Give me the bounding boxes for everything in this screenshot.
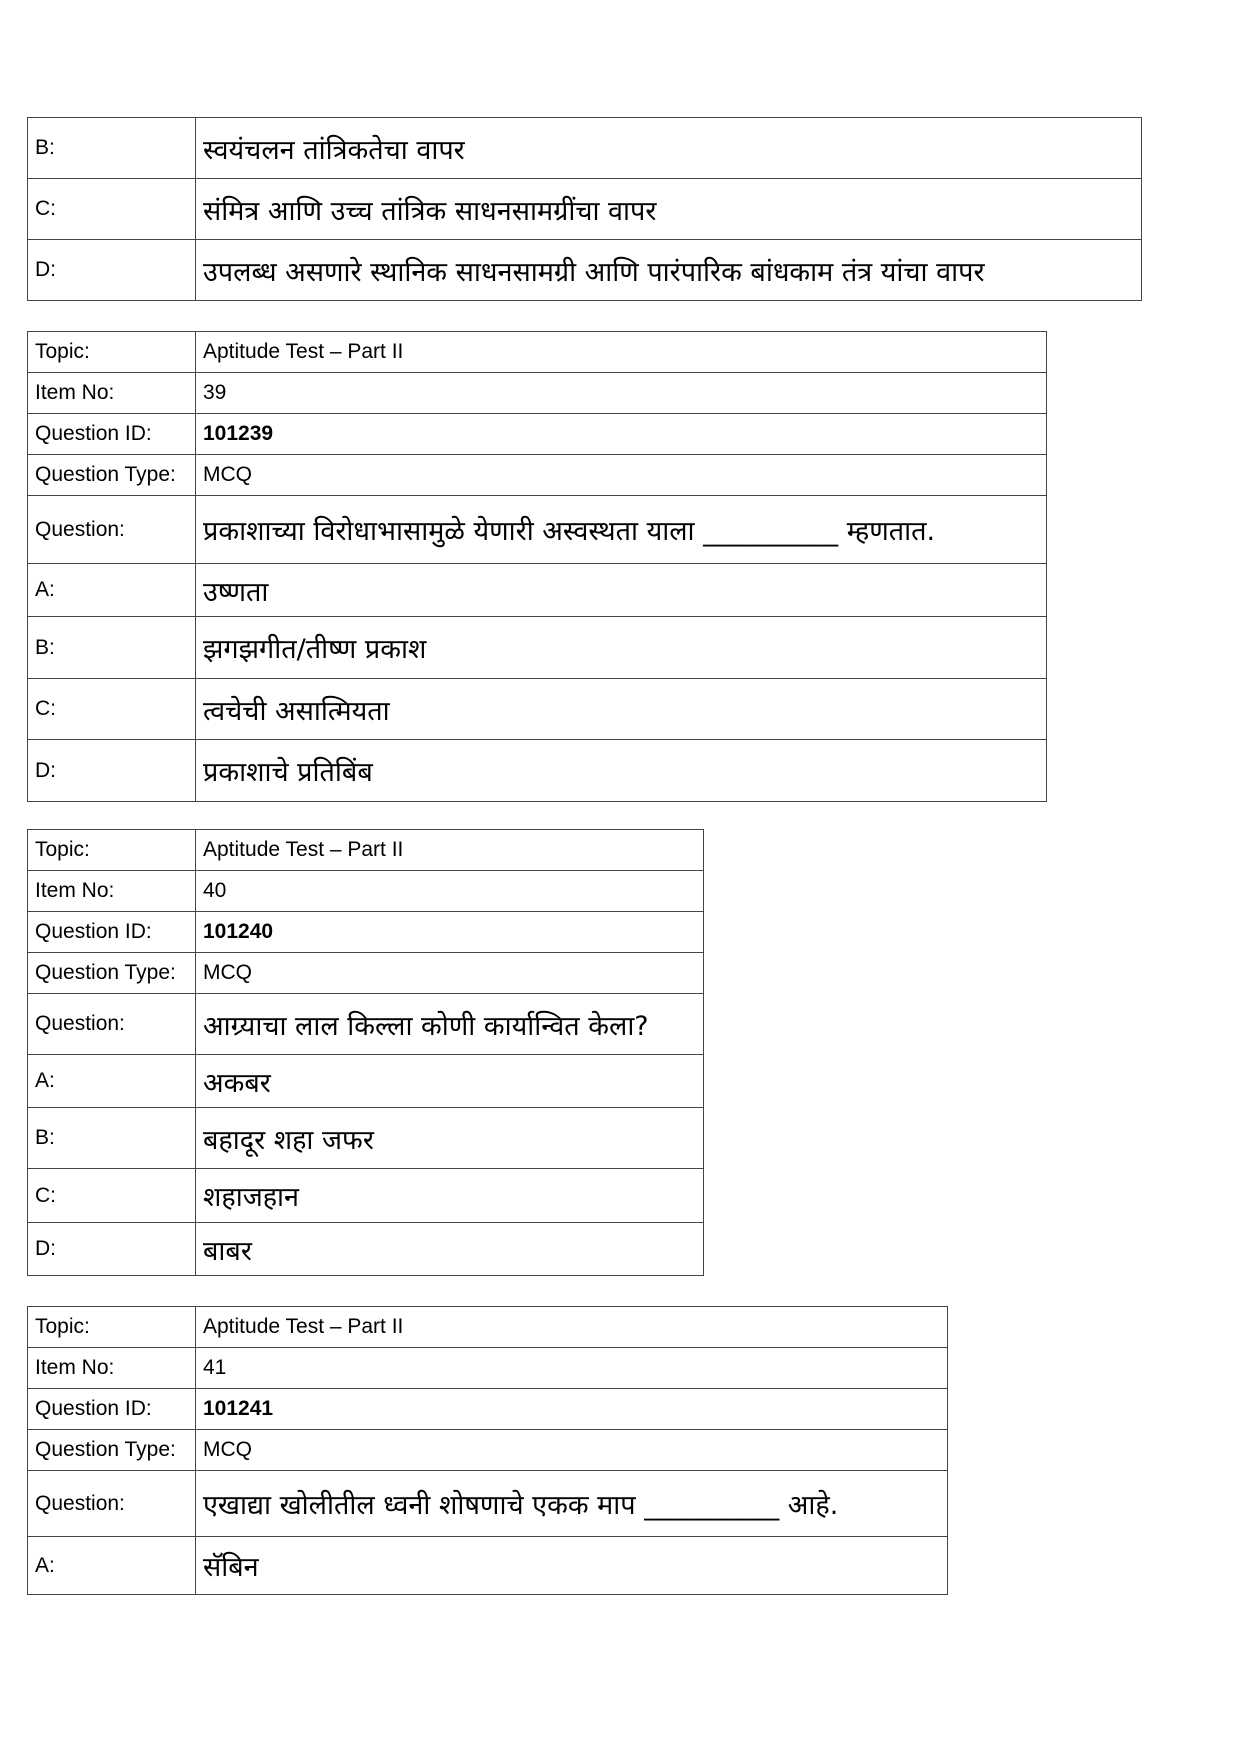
item-value: 40 (196, 871, 704, 912)
option-label: B: (28, 617, 196, 679)
question-id-label: Question ID: (28, 414, 196, 455)
option-text: शहाजहान (196, 1169, 704, 1223)
question-id-label: Question ID: (28, 912, 196, 953)
option-label: C: (28, 179, 196, 240)
option-label: D: (28, 240, 196, 301)
question-table-41 (27, 1306, 948, 1595)
topic-row (28, 830, 704, 871)
option-row (28, 1108, 704, 1169)
option-row (28, 617, 1047, 679)
question-type-label: Question Type: (28, 953, 196, 994)
question-type-value: MCQ (196, 953, 704, 994)
question-table-39 (27, 331, 1047, 802)
question-id-value: 101239 (196, 414, 1047, 455)
option-row (28, 118, 1142, 179)
question-label: Question: (28, 994, 196, 1055)
question-type-value: MCQ (196, 1430, 948, 1471)
option-text: प्रकाशाचे प्रतिबिंब (196, 740, 1047, 802)
question-row (28, 994, 704, 1055)
option-label: A: (28, 564, 196, 617)
option-text: बहादूर शहा जफर (196, 1108, 704, 1169)
item-row (28, 373, 1047, 414)
topic-label: Topic: (28, 1307, 196, 1348)
question-text: आग्र्याचा लाल किल्ला कोणी कार्यान्वित केला? (196, 994, 704, 1055)
option-row (28, 564, 1047, 617)
item-label: Item No: (28, 1348, 196, 1389)
question-row (28, 1471, 948, 1537)
option-row (28, 1223, 704, 1276)
question-type-row (28, 1430, 948, 1471)
item-value: 39 (196, 373, 1047, 414)
option-row (28, 740, 1047, 802)
item-label: Item No: (28, 871, 196, 912)
option-text: सॅबिन (196, 1537, 948, 1595)
item-row (28, 871, 704, 912)
question-type-label: Question Type: (28, 455, 196, 496)
question-id-row (28, 1389, 948, 1430)
option-row (28, 1169, 704, 1223)
question-id-label: Question ID: (28, 1389, 196, 1430)
option-text: स्वयंचलन तांत्रिकतेचा वापर (196, 118, 1142, 179)
topic-row (28, 1307, 948, 1348)
question-id-value: 101241 (196, 1389, 948, 1430)
option-text: उष्णता (196, 564, 1047, 617)
option-row (28, 679, 1047, 740)
option-label: D: (28, 740, 196, 802)
option-label: A: (28, 1537, 196, 1595)
option-text: बाबर (196, 1223, 704, 1276)
option-row (28, 1537, 948, 1595)
question-text: एखाद्या खोलीतील ध्वनी शोषणाचे एकक माप __________ आहे. (196, 1471, 948, 1537)
item-label: Item No: (28, 373, 196, 414)
item-value: 41 (196, 1348, 948, 1389)
option-label: C: (28, 679, 196, 740)
question-type-label: Question Type: (28, 1430, 196, 1471)
option-row (28, 240, 1142, 301)
question-id-row (28, 912, 704, 953)
option-label: D: (28, 1223, 196, 1276)
topic-label: Topic: (28, 332, 196, 373)
topic-value: Aptitude Test – Part II (196, 830, 704, 871)
option-label: A: (28, 1055, 196, 1108)
option-row (28, 179, 1142, 240)
question-type-row (28, 455, 1047, 496)
option-text: त्वचेची असात्मियता (196, 679, 1047, 740)
topic-value: Aptitude Test – Part II (196, 332, 1047, 373)
option-row (28, 1055, 704, 1108)
topic-label: Topic: (28, 830, 196, 871)
partial-options-table (27, 117, 1142, 301)
question-type-value: MCQ (196, 455, 1047, 496)
question-id-row (28, 414, 1047, 455)
topic-row (28, 332, 1047, 373)
option-label: B: (28, 118, 196, 179)
topic-value: Aptitude Test – Part II (196, 1307, 948, 1348)
option-text: उपलब्ध असणारे स्थानिक साधनसामग्री आणि पारंपारिक बांधकाम तंत्र यांचा वापर (196, 240, 1142, 301)
option-label: B: (28, 1108, 196, 1169)
question-row (28, 496, 1047, 564)
question-label: Question: (28, 496, 196, 564)
question-id-value: 101240 (196, 912, 704, 953)
option-text: झगझगीत/तीष्ण प्रकाश (196, 617, 1047, 679)
question-label: Question: (28, 1471, 196, 1537)
option-text: संमित्र आणि उच्च तांत्रिक साधनसामग्रींचा वापर (196, 179, 1142, 240)
question-text: प्रकाशाच्या विरोधाभासामुळे येणारी अस्वस्थता याला __________ म्हणतात. (196, 496, 1047, 564)
question-table-40 (27, 829, 704, 1276)
question-type-row (28, 953, 704, 994)
option-text: अकबर (196, 1055, 704, 1108)
item-row (28, 1348, 948, 1389)
option-label: C: (28, 1169, 196, 1223)
